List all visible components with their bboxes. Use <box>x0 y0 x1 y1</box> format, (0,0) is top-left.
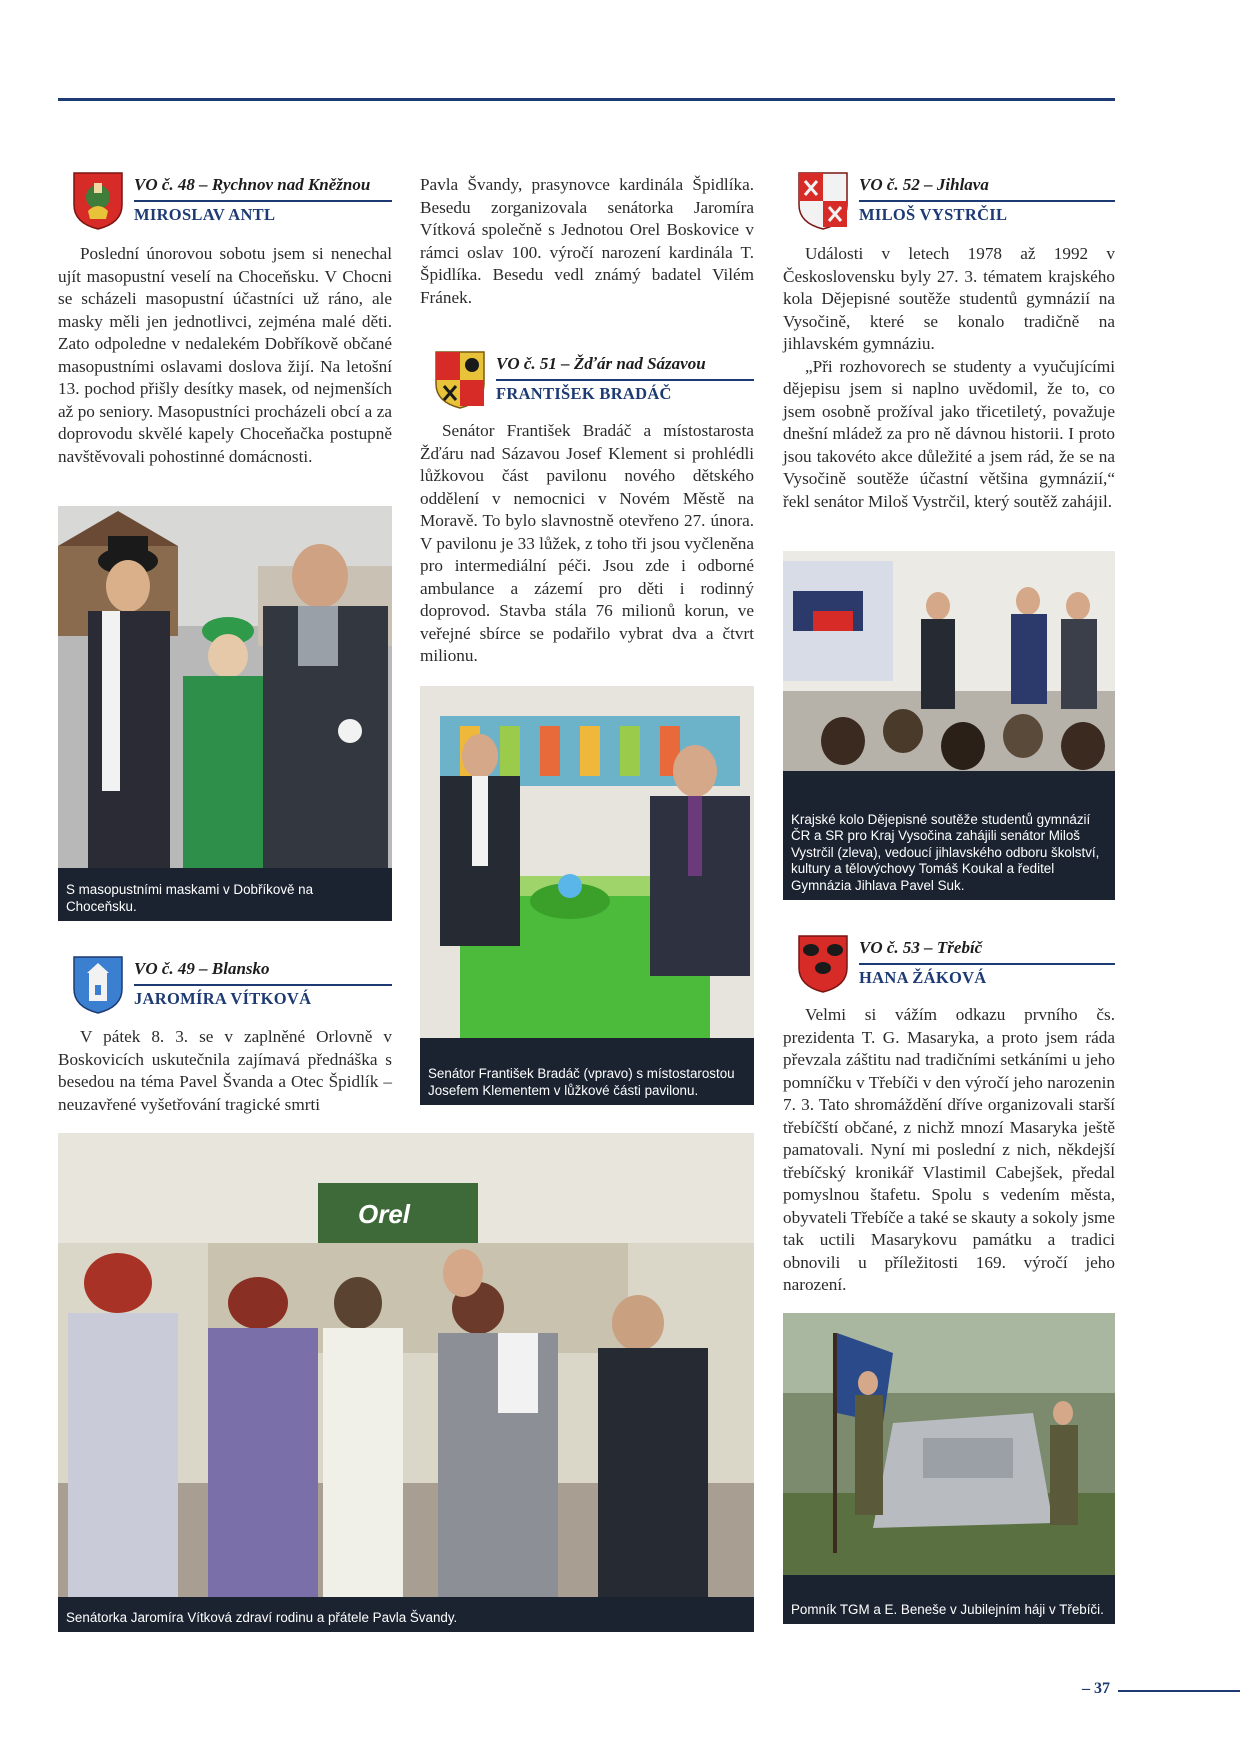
section-header-52 <box>797 171 1115 233</box>
page-number: – 37 <box>1082 1680 1110 1697</box>
hospital-photo-image <box>420 686 754 1038</box>
photo-hospital <box>420 686 754 1105</box>
section-rule <box>134 984 392 986</box>
section-rule <box>134 200 392 202</box>
page-number-rule <box>1118 1690 1240 1692</box>
orlovna-photo-image <box>58 1133 754 1597</box>
photo-pomnik <box>783 1313 1115 1624</box>
pomnik-photo-image <box>783 1313 1115 1575</box>
jihlava-crest-icon <box>797 171 849 231</box>
section-header-53 <box>797 934 1115 996</box>
trebic-crest-icon <box>797 934 849 994</box>
section-rule <box>859 200 1115 202</box>
senator-name: MILOŠ VYSTRČIL <box>859 205 1008 224</box>
gymnazium-photo-image <box>783 551 1115 771</box>
paragraph: „Při rozhovorech se studenty a vyučujícími dějepisu jsem si naplno uvědomil, že to, co jsem osobně prožíval jako třicetiletý, považuje dnešní mládež za pro ně dávnou historii. I proto jsou takovéto akce důležité a jsem rád, že se na Vysočině soutěže účastní většina gymnázií,“ řekl senátor Miloš Vystrčil, který soutěž zahájil. <box>783 356 1115 511</box>
section-header-49 <box>72 955 392 1017</box>
article-text-49-continued <box>420 174 754 309</box>
paragraph: Události v letech 1978 až 1992 v Československu byly 27. 3. tématem krajského kola Dějepisné soutěže studentů gymnázií na Vysočině, které se konalo tradičně na jihlavském gymnáziu. <box>783 244 1115 353</box>
article-text-52 <box>783 243 1115 513</box>
article-text-48 <box>58 243 392 468</box>
photo-caption: Senátorka Jaromíra Vítková zdraví rodinu a přátele Pavla Švandy. <box>58 1604 754 1633</box>
section-title: VO č. 48 – Rychnov nad Kněžnou <box>134 175 371 194</box>
section-header-48 <box>72 171 392 233</box>
rychnov-crest-icon <box>72 171 124 231</box>
zdar-crest-icon <box>434 350 486 410</box>
photo-gymnazium <box>783 551 1115 900</box>
paragraph: Pavla Švandy, prasynovce kardinála Špidlíka. Besedu zorganizovala senátorka Jaromíra Vítková společně s Jednotou Orel Boskovice v rámci oslav 100. výročí narození kardinála T. Špidlíka. Besedu vedl známý badatel Vilém Fránek. <box>420 175 754 307</box>
section-rule <box>496 379 754 381</box>
section-title: VO č. 49 – Blansko <box>134 959 270 978</box>
photo-orlovna <box>58 1133 754 1632</box>
section-title: VO č. 52 – Jihlava <box>859 175 989 194</box>
photo-caption: Pomník TGM a E. Beneše v Jubilejním háji v Třebíči. <box>783 1596 1115 1625</box>
masopust-photo-image <box>58 506 392 868</box>
section-header-51 <box>434 350 754 412</box>
article-text-49 <box>58 1026 392 1116</box>
photo-caption: Krajské kolo Dějepisné soutěže studentů gymnázií ČR a SR pro Kraj Vysočina zahájili senátor Miloš Vystrčil (zleva), vedoucí jihlavského odboru školství, kultury a tělovýchovy Tomáš Koukal a ředitel Gymnázia Jihlava Pavel Suk. <box>783 806 1115 901</box>
senator-name: JAROMÍRA VÍTKOVÁ <box>134 989 312 1008</box>
senator-name: FRANTIŠEK BRADÁČ <box>496 384 672 403</box>
orel-banner-text: Orel <box>358 1199 411 1229</box>
paragraph: Poslední únorovou sobotu jsem si nenechal ujít masopustní veselí na Choceňsku. V Chocni se scházeli masopustní účastníci už ráno, ale masky měli jen jednotlivci, zejména malé děti. Zato odpoledne v nedalekém Dobříkově občané masopustními oslavami doslova žijí. Na letošní 13. pochod přišly desítky masek, od nejmenších až po seniory. Masopustníci procházeli obcí a za doprovodu skvělé kapely Choceňačka postupně navštěvovali pohostinné domácnosti. <box>58 244 392 466</box>
photo-caption: S masopustními maskami v Dobříkově na Choceňsku. <box>58 876 392 921</box>
top-rule <box>58 98 1115 101</box>
article-text-53 <box>783 1004 1115 1297</box>
article-text-51 <box>420 420 754 668</box>
section-title: VO č. 53 – Třebíč <box>859 938 983 957</box>
section-title: VO č. 51 – Žďár nad Sázavou <box>496 354 706 373</box>
photo-masopust <box>58 506 392 921</box>
blansko-crest-icon <box>72 955 124 1015</box>
senator-name: MIROSLAV ANTL <box>134 205 276 224</box>
photo-caption: Senátor František Bradáč (vpravo) s místostarostou Josefem Klementem v lůžkové části pavilonu. <box>420 1060 754 1105</box>
paragraph: Velmi si vážím odkazu prvního čs. prezidenta T. G. Masaryka, a proto jsem ráda převzala záštitu nad tradičními setkáními u jeho pomníčku v Třebíči v den výročí jeho narozenin 7. 3. Tato shromáždění dříve organizovali starší třebíčští občané, z nichž mnozí Masaryka ještě pamatovali. Nyní mi poslední z nich, někdejší třebíčský kronikář Vlastimil Cabejšek, předal pomyslnou štafetu. Spolu s vedením města, obyvateli Třebíče a také se skauty a sokoly jsme tak uctili Masarykovu památku a tradici obnovili u příležitosti 169. výročí jeho narození. <box>783 1005 1115 1294</box>
senator-name: HANA ŽÁKOVÁ <box>859 968 987 987</box>
section-rule <box>859 963 1115 965</box>
paragraph: V pátek 8. 3. se v zaplněné Orlovně v Boskovicích uskutečnila zajímavá přednáška s besedou na téma Pavel Švanda a Otec Špidlík – neuzavřené vyšetřování tragické smrti <box>58 1027 392 1114</box>
paragraph: Senátor František Bradáč a místostarosta Žďáru nad Sázavou Josef Klement si prohlédli lůžkovou část pavilonu nového dětského oddělení v nemocnici v Novém Městě na Moravě. To bylo slavnostně otevřeno 27. února. V pavilonu je 33 lůžek, z toho tři jsou vyčleněna pro intermediální péči. Jsou zde i odborné ambulance a zázemí pro děti i rodinný doprovod. Stavba stála 76 milionů korun, ve veřejné sbírce se podařilo vybrat dva a čtvrt milionu. <box>420 421 754 665</box>
